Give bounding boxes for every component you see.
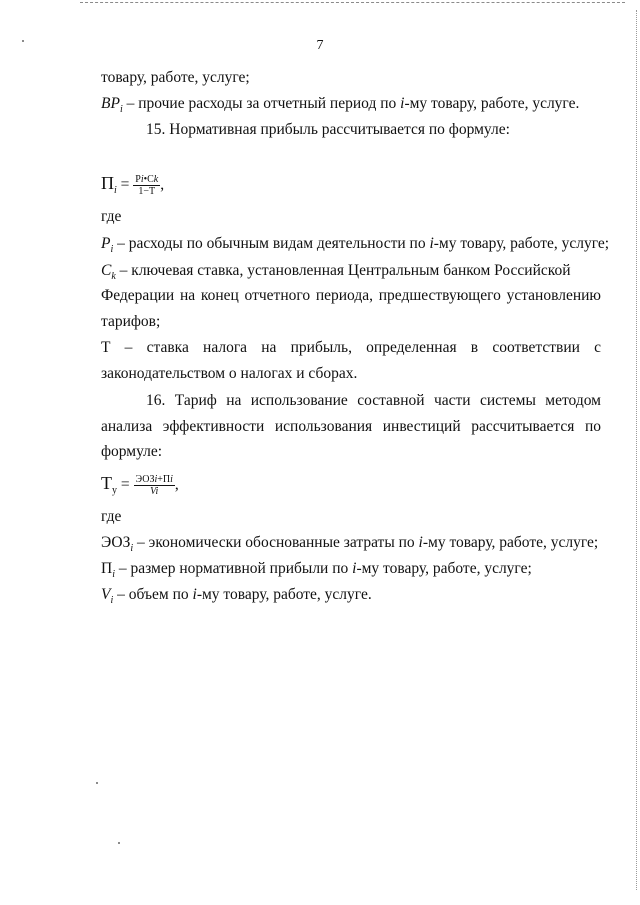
symbol: BP — [101, 95, 120, 112]
scan-speck — [96, 782, 98, 784]
definition-ck — [101, 261, 601, 281]
definition-volume — [101, 585, 601, 605]
equals: = — [116, 176, 134, 193]
paragraph-16-line2: анализа эффективности использования инвестиций рассчитывается по — [101, 418, 601, 435]
symbol: C — [101, 262, 112, 279]
subscript: k — [111, 271, 116, 283]
where-label: где — [101, 208, 122, 225]
index-i: i — [400, 95, 405, 112]
comma: , — [160, 176, 165, 193]
text: – экономически обоснованные затраты по — [133, 534, 419, 551]
subscript: i — [112, 569, 115, 581]
text: -му товару, работе, услуге; — [356, 560, 532, 577]
text: – ключевая ставка, установленная Центральным банком Российской — [115, 262, 571, 279]
subscript: i — [119, 104, 123, 116]
denominator: Vi — [150, 485, 159, 497]
formula-tariff — [101, 470, 601, 498]
fraction — [134, 474, 175, 497]
definition-t-line2: законодательством о налогах и сборах. — [101, 365, 358, 382]
index-i: i — [352, 560, 357, 577]
symbol: V — [101, 586, 111, 603]
numerator: ЭОЗi+Пi — [135, 473, 173, 485]
symbol: P — [101, 235, 111, 252]
equals: = — [117, 476, 134, 493]
comma: , — [174, 476, 179, 493]
page-number: 7 — [316, 38, 324, 53]
index-i: i — [429, 235, 434, 252]
text: – прочие расходы за отчетный период по — [122, 95, 401, 112]
formula-lhs: П — [101, 173, 114, 193]
numerator: Pi•Ck — [135, 173, 159, 185]
text-line: товару, работе, услуге; — [101, 69, 250, 86]
fraction — [133, 174, 160, 197]
definition-profit — [101, 559, 601, 579]
definition-eoz — [101, 533, 601, 553]
scan-speck — [118, 842, 120, 844]
where-label: где — [101, 508, 122, 525]
text: -му товару, работе, услуге. — [196, 586, 372, 603]
symbol: ЭОЗ — [101, 534, 131, 551]
scan-edge-top — [80, 2, 625, 5]
text: -му товару, работе, услуге; — [422, 534, 599, 551]
index-i: i — [418, 534, 423, 551]
text: – объем по — [113, 586, 193, 603]
definition-pi — [101, 234, 610, 256]
subscript: i — [110, 244, 114, 256]
scan-edge-right — [635, 10, 637, 890]
text: -му товару, работе, услуге; — [433, 235, 610, 252]
subscript: у — [112, 485, 117, 497]
subscript: i — [130, 543, 134, 555]
definition-ck-line2: Федерации на конец отчетного периода, предшествующего установлению — [101, 287, 601, 304]
paragraph-16: 16. Тариф на использование составной части системы методом — [146, 392, 601, 409]
index-i: i — [192, 586, 197, 603]
paragraph-15: 15. Нормативная прибыль рассчитывается по формуле: — [146, 121, 510, 138]
definition-t: Т – ставка налога на прибыль, определенная в соответствии с — [101, 339, 601, 356]
text: -му товару, работе, услуге. — [404, 95, 580, 112]
subscript: i — [110, 595, 114, 607]
paragraph-16-line3: формуле: — [101, 443, 163, 460]
subscript: i — [114, 185, 117, 197]
denominator: 1−T — [138, 185, 156, 197]
definition-ck-line3: тарифов; — [101, 313, 161, 330]
formula-lhs: Т — [101, 473, 112, 493]
formula-profit — [101, 170, 601, 198]
definition-bp — [101, 94, 601, 114]
text: – размер нормативной прибыли по — [114, 560, 353, 577]
symbol: П — [101, 560, 113, 577]
text: – расходы по обычным видам деятельности по — [113, 235, 430, 252]
